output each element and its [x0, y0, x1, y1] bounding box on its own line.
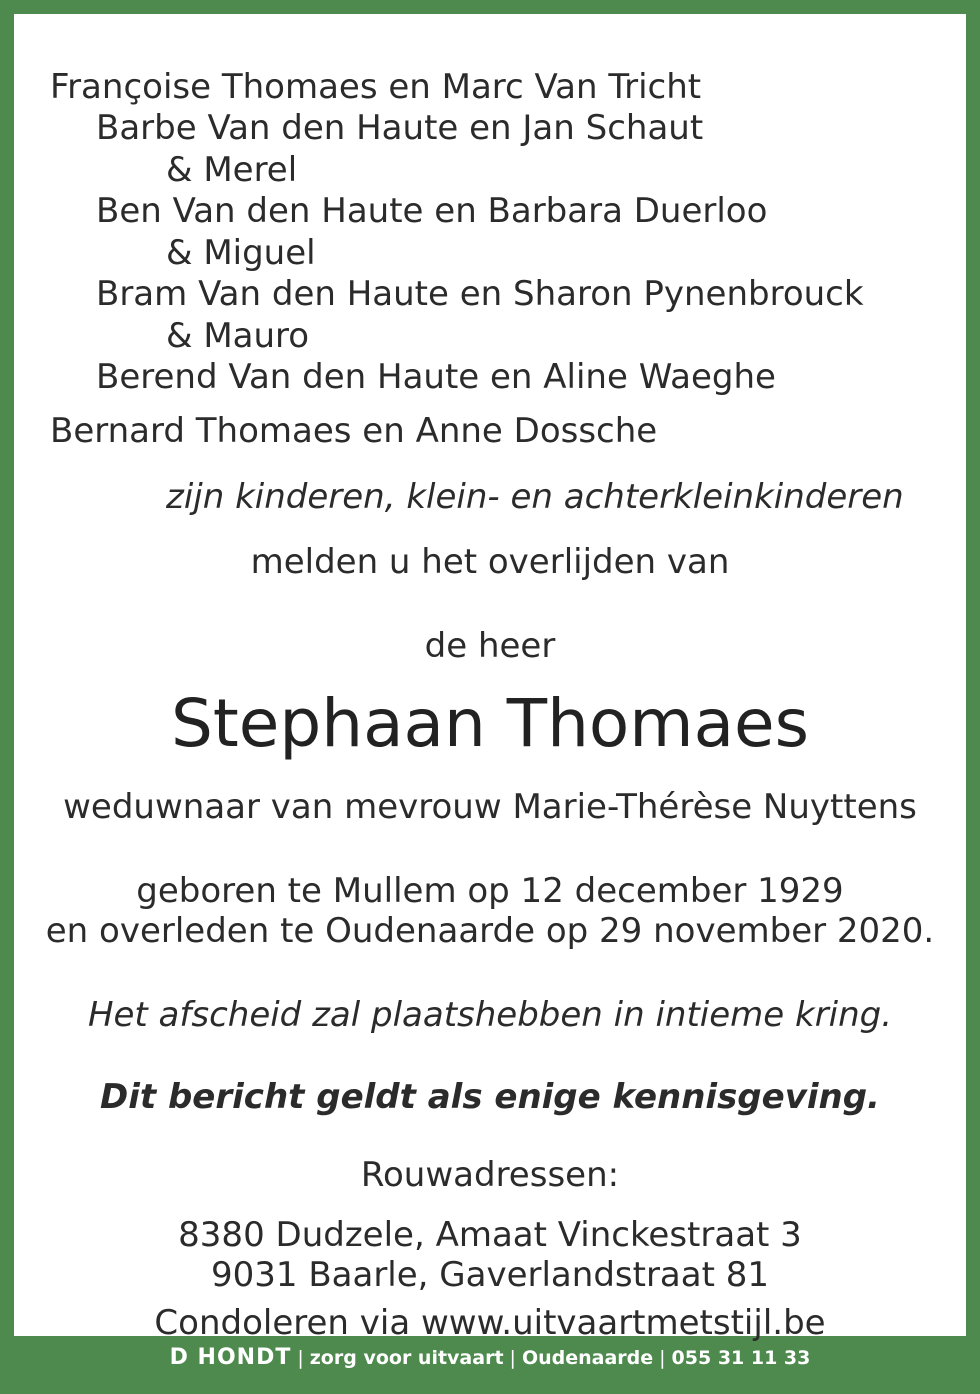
family-line-3: & Merel [166, 150, 298, 190]
footer-separator: | [509, 1347, 516, 1369]
family-line-4: Ben Van den Haute en Barbara Duerloo [96, 191, 768, 231]
brand-logo: D HONDT [169, 1345, 292, 1370]
widower-text: weduwnaar van mevrouw Marie-Thérèse Nuyttens [63, 787, 917, 827]
footer-separator: | [659, 1347, 666, 1369]
farewell-text: Het afscheid zal plaatshebben in intieme kring. [87, 995, 893, 1035]
addresses-label: Rouwadressen: [360, 1155, 620, 1195]
footer-phone: 055 31 11 33 [671, 1347, 811, 1369]
footer-separator: | [297, 1347, 304, 1369]
notice-text: Dit bericht geldt als enige kennisgeving. [100, 1077, 880, 1117]
deceased-name: Stephaan Thomaes [170, 685, 810, 762]
footer-bar [0, 1338, 980, 1378]
family-line-7: & Mauro [166, 316, 310, 356]
address-2: 9031 Baarle, Gaverlandstraat 81 [211, 1255, 769, 1295]
born-text: geboren te Mullem op 12 december 1929 [136, 871, 844, 911]
family-line-2: Barbe Van den Haute en Jan Schaut [96, 108, 704, 148]
condolences-text: Condoleren via www.uitvaartmetstijl.be [154, 1303, 826, 1343]
family-line-5: & Miguel [166, 233, 316, 273]
address-1: 8380 Dudzele, Amaat Vinckestraat 3 [178, 1215, 802, 1255]
footer-tagline: zorg voor uitvaart [309, 1347, 504, 1369]
family-line-8: Berend Van den Haute en Aline Waeghe [96, 357, 776, 397]
obituary-card [14, 14, 966, 1343]
relation-text: zijn kinderen, klein- en achterkleinkinderen [166, 477, 904, 517]
footer-city: Oudenaarde [521, 1347, 654, 1369]
family-line-1: Françoise Thomaes en Marc Van Tricht [50, 67, 702, 107]
died-text: en overleden te Oudenaarde op 29 november 2020. [45, 911, 935, 951]
family-line-6: Bram Van den Haute en Sharon Pynenbrouck [96, 274, 864, 314]
title-text: de heer [424, 626, 556, 666]
announce-text: melden u het overlijden van [250, 542, 730, 582]
family-line-9: Bernard Thomaes en Anne Dossche [50, 411, 658, 451]
